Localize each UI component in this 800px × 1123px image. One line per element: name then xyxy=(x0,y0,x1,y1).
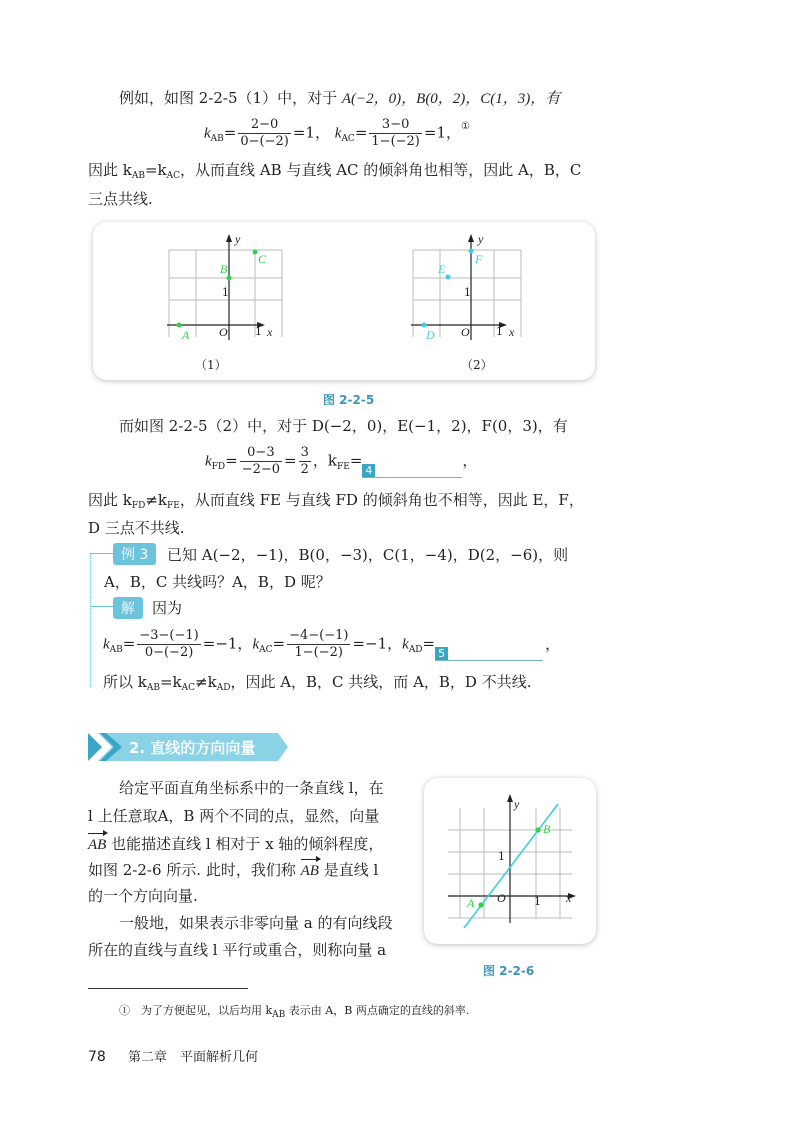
label-E: E xyxy=(438,262,446,276)
example-3-text2: A，B，C 共线吗？A，B，D 呢？ xyxy=(104,573,331,591)
point-E xyxy=(446,275,451,280)
p2-formula: $k_{FD}=$ $\frac{0-3}{-2-0}$ = $\frac{3}{2}$ ，$k_{FE}=4$， xyxy=(205,445,478,477)
example-tick xyxy=(90,553,114,554)
subfig-1-label: （1） xyxy=(195,358,227,372)
fraction-ac: $\frac{3-0}{1-(-2)}$ xyxy=(371,117,420,149)
origin-label-fig6: O xyxy=(497,891,506,905)
solution-formula: $k_{AB}=$ $\frac{-3-(-1)}{0-(-2)}$ =−1，$k_{AC}=$ $\frac{-4-(-1)}{1-(-2)}$ =−1，$k_{AD}=5$， xyxy=(103,628,561,660)
fraction-ab: $\frac{2-0}{0-(-2)}$ xyxy=(240,117,289,149)
p2-line3: 因此 $k_{FD}\ne k_{FE}$，从而直线 FE 与直线 FD 的倾斜角也不相等，因此 E，F， xyxy=(88,491,584,511)
footnote-ref: ① xyxy=(461,121,470,132)
example-3-text1: 已知 A(−2，−1)，B(0，−3)，C(1，−4)，D(2，−6)，则 xyxy=(167,546,569,564)
answer-blank-5[interactable]: 5 xyxy=(435,642,543,661)
point-D xyxy=(422,323,427,328)
label-C: C xyxy=(258,252,267,266)
p3-line5: 的一个方向向量. xyxy=(88,887,198,905)
example-side-line xyxy=(90,553,93,687)
section-title: 2. 直线的方向向量 xyxy=(129,739,256,757)
page-number: 78 xyxy=(88,1049,106,1065)
point-A xyxy=(177,323,182,328)
solution-intro: 因为 xyxy=(152,599,183,617)
p1-formula: $k_{AB}=$ $\frac{2-0}{0-(-2)}$ =1， $k_{AC}=$ $\frac{3-0}{1-(-2)}$ =1，① xyxy=(204,117,470,149)
figure-caption-2-2-6: 图 2-2-6 xyxy=(483,964,535,978)
p3-line1: 给定平面直角坐标系中的一条直线 l，在 xyxy=(119,779,384,797)
label-A: A xyxy=(182,328,190,342)
tick-1-y-fig6: 1 xyxy=(498,850,505,863)
x-axis-label-fig6: x xyxy=(566,891,572,905)
tick-1-x: 1 xyxy=(255,325,262,338)
figure-caption-2-2-5: 图 2-2-5 xyxy=(323,393,375,407)
example-3-tag: 例 3 xyxy=(113,543,156,565)
origin-label: O xyxy=(219,325,228,339)
p3-line7: 所在的直线与直线 l 平行或重合，则称向量 a xyxy=(88,941,387,959)
label-A-fig6: A xyxy=(467,896,475,910)
label-B: B xyxy=(220,262,228,276)
p1-line1: 例如，如图 2-2-5（1）中，对于 A(−2，0)，B(0，2)，C(1，3)，有 xyxy=(119,89,561,107)
y-axis-label: y xyxy=(235,232,241,246)
footnote: ① 为了方便起见，以后均用 $k_{AB}$ 表示由 A，B 两点确定的直线的斜率. xyxy=(119,1004,470,1020)
subfig-2-label: （2） xyxy=(461,358,493,372)
point-F xyxy=(469,249,474,254)
tick-1-x-fig6: 1 xyxy=(534,895,541,908)
p3-line4: 如图 2-2-6 所示. 此时，我们称 AB 是直线 l xyxy=(88,861,379,879)
p3-line2: l 上任意取A，B 两个不同的点，显然，向量 xyxy=(88,807,380,825)
tick-1-y: 1 xyxy=(222,286,229,299)
p2-line4: D 三点不共线. xyxy=(88,519,185,537)
p1-line3: 因此 $k_{AB}=k_{AC}$，从而直线 AB 与直线 AC 的倾斜角也相等，因此 A，B，C xyxy=(88,161,582,181)
figure-2-2-5-graphs xyxy=(93,222,595,380)
point-B-fig6 xyxy=(535,827,540,832)
y-axis-label-2: y xyxy=(478,232,484,246)
figure-2-2-6-graph xyxy=(424,778,596,944)
point-C xyxy=(253,250,258,255)
p2-line1: 而如图 2-2-5（2）中，对于 D(−2，0)，E(−1，2)，F(0，3)，有 xyxy=(119,417,568,435)
tick-1-y-2: 1 xyxy=(464,286,471,299)
label-F: F xyxy=(475,252,483,266)
x-axis-label: x xyxy=(267,325,273,339)
tick-1-x-2: 1 xyxy=(496,325,503,338)
y-axis-label-fig6: y xyxy=(514,797,520,811)
x-axis-label-2: x xyxy=(509,325,515,339)
solution-tick xyxy=(90,606,114,607)
solution-tag: 解 xyxy=(113,597,143,619)
p1-line4: 三点共线. xyxy=(88,190,153,208)
answer-blank-4[interactable]: 4 xyxy=(362,459,462,478)
point-A-fig6 xyxy=(478,902,483,907)
p3-line6: 一般地，如果表示非零向量 a 的有向线段 xyxy=(119,914,393,932)
origin-label-2: O xyxy=(461,325,470,339)
label-B-fig6: B xyxy=(543,822,551,836)
chapter-title: 第二章 平面解析几何 xyxy=(128,1050,259,1065)
solution-conclusion: 所以 $k_{AB}=k_{AC}\ne k_{AD}$，因此 A，B，C 共线，而 A，B，D 不共线. xyxy=(103,673,532,693)
footnote-divider xyxy=(88,988,248,989)
p3-line3: AB 也能描述直线 l 相对于 x 轴的倾斜程度， xyxy=(88,835,384,853)
label-D: D xyxy=(426,328,435,342)
